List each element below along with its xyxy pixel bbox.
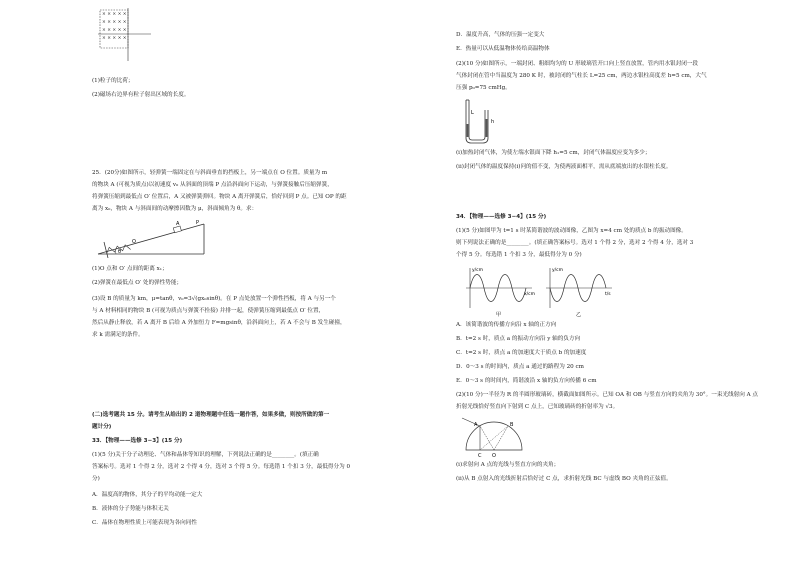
q33-2-line-3: 压强 p₀=75 cmHg。 — [456, 85, 511, 91]
svg-text:θ: θ — [118, 249, 122, 255]
q33-2-line-2: 气体封闭在管中当温度为 280 K 时，被封闭的气柱长 L=25 cm，两边水银柱高度差 h=5 cm，大气 — [456, 73, 707, 79]
u-tube-label-l — [471, 110, 474, 116]
q33-option-c: C．晶体在物理性质上可能表现为各向同性 — [92, 520, 197, 526]
q33-2-sub-i: (i)加热封闭气体，为使左端水银面下降 h₁=5 cm，封闭气体温度应变为多少； — [456, 150, 651, 156]
svg-text:B: B — [510, 422, 514, 428]
q34-option-b: B．t=2 s 时，质点 a 的振动方向沿 y 轴的负方向 — [456, 336, 581, 342]
q33-line-1: (1)(5 分)关于分子动理论、气体和晶体等知识的理解，下列说法正确的是________。(填正确 — [92, 452, 319, 458]
wave-a-caption — [496, 311, 501, 318]
wave-b-ylabel — [552, 267, 563, 273]
field-row-4: × × × × × — [102, 36, 127, 41]
q33-option-a: A．温度高的物体，其分子的平均动能一定大 — [92, 492, 203, 498]
q34-option-d: D．0～3 s 的时间内，质点 a 通过的路程为 20 cm — [456, 364, 584, 370]
q25-sub1: (1)O 点和 O′ 点间的距离 x₁； — [92, 266, 168, 272]
svg-text:O: O — [492, 453, 496, 458]
q34-option-e: E．0～3 s 的时间内，简谐波沿 x 轴的负方向传播 6 cm — [456, 378, 597, 384]
field-row-3: × × × × × — [102, 28, 127, 33]
q24-sub1: (1)粒子的比荷； — [92, 78, 134, 84]
q33-option-d: D．温度升高，气体的压强一定变大 — [456, 32, 545, 38]
q25-line-1: 25．(20分)如图所示，轻弹簧一端固定在与斜面垂直的挡板上，另一端点在 O 位置。质量为 m — [92, 170, 328, 176]
q33-title: 33．【物理——选修 3−3】(15 分) — [92, 438, 183, 444]
q25-sub3-line-1: (3)设 B 的质量为 km，μ=tanθ，v₀=3√(gx₀sinθ)。在 P 点处放置一个弹性挡板，将 A 与另一个 — [92, 296, 336, 302]
q25-line-4: 离为 x₀，物块 A 与斜面间的动摩擦因数为 μ，斜面倾角为 θ。求： — [92, 206, 258, 212]
q25-sub3-line-4: 求 k 需满足的条件。 — [92, 332, 144, 338]
incline-figure — [96, 218, 208, 258]
svg-text:y/cm: y/cm — [472, 268, 484, 273]
q24-sub2: (2)磁场右边界有粒子射出区域的长度。 — [92, 92, 190, 98]
field-row-1: × × × × × — [102, 12, 127, 17]
wave-a-xlabel — [524, 291, 535, 297]
glass-label-b — [510, 422, 514, 428]
incline-label-p — [196, 220, 199, 226]
svg-text:A: A — [176, 221, 180, 227]
svg-text:t/s: t/s — [605, 292, 611, 297]
glass-semicircle-figure — [460, 416, 530, 458]
svg-text:y/cm: y/cm — [552, 268, 564, 273]
wave-b-caption — [576, 311, 581, 318]
q34-title: 34．【物理——选修 3−4】(15 分) — [456, 214, 547, 220]
q34-2-line-1: (2)(10 分)一半径为 R 的半圆形玻璃砖，横截面如图所示。已知 OA 和 OB 与竖直方向的夹角为 30°。一束光线射向 A 点 — [456, 392, 759, 398]
q34-line-3: 个得 5 分。每选错 1 个扣 3 分，最低得分为 0 分) — [456, 252, 582, 258]
glass-label-c — [478, 453, 482, 458]
section2-instructions: (二)选考题共 15 分。请考生从给出的 2 道物理题中任选一题作答，如果多做，则按所做的第一 — [92, 412, 330, 418]
q33-2-line-1: (2)(10 分)如图所示，一端封闭、粗细均匀的 U 形玻璃管开口向上竖直放置，管内用水银封闭一段 — [456, 61, 699, 67]
incline-label-theta — [118, 249, 121, 255]
svg-text:h: h — [491, 119, 495, 125]
svg-text:甲: 甲 — [496, 312, 502, 318]
svg-text:C: C — [478, 453, 482, 458]
q34-option-c: C．t=2 s 时，质点 a 的加速度大于质点 b 的加速度 — [456, 350, 587, 356]
wave-a-ylabel — [472, 267, 483, 273]
q33-option-b: B．液体的分子势能与体积无关 — [92, 506, 169, 512]
q25-line-3: 将弹簧压缩到最低点 O′ 位置后，A 又被弹簧弹回。物块 A 离开弹簧后，恰好回到 P 点。已知 OP 的距 — [92, 194, 347, 200]
field-row-2: × × × × × — [102, 20, 127, 25]
q33-2-sub-ii: (ii)封闭气体的温度保持(i)问的值不变，为使两液面相平，需从底端放出的水银柱长度。 — [456, 164, 672, 170]
section2-instructions-cont: 题计分) — [92, 424, 112, 430]
glass-label-a — [474, 422, 478, 428]
q34-2-line-2: 折射光线恰好竖直向下射到 C 点上，已知玻璃砖的折射率为 √3。 — [456, 404, 619, 410]
q34-line-1: (1)(5 分)如图甲为 t=1 s 时某简谐波的波动图像，乙图为 x=4 cm 处的质点 b 的振动图像。 — [456, 228, 687, 234]
wave-figures — [460, 264, 620, 318]
q25-sub3-line-3: 然后从静止释放，若 A 离开 B 后给 A 外加恒力 F=mgsinθ，沿斜面向上，若 A 不会与 B 发生碰撞， — [92, 320, 346, 326]
incline-label-a — [176, 221, 180, 227]
q33-line-2: 答案标号。选对 1 个得 2 分，选对 2 个得 4 分，选对 3 个得 5 分。每选错 1 个扣 3 分，最低得分为 0 — [92, 464, 351, 470]
q33-option-e: E．热量可以从低温物体传给高温物体 — [456, 46, 550, 52]
u-tube-label-h — [491, 119, 494, 125]
q34-2-sub-ii: (ii)从 B 点射入的光线折射后恰好过 C 点，求折射光线 BC 与虚线 BO 夹角的正弦值。 — [456, 476, 672, 482]
glass-label-o — [492, 453, 496, 458]
wave-b-xlabel — [605, 291, 611, 297]
q34-option-a: A．该简谐波的传播方向沿 x 轴的正方向 — [456, 322, 557, 328]
q25-line-2: 的物块 A (可视为质点)以初速度 v₀ 从斜面的顶端 P 点沿斜面向下运动，与弹簧接触后压缩弹簧， — [92, 182, 333, 188]
q34-line-2: 则下列说法正确的是________。(填正确答案标号。选对 1 个得 2 分，选对 2 个得 4 分，选对 3 — [456, 240, 694, 246]
q25-sub3-line-2: 与 A 材料相同的物块 B (可视为质点与弹簧不拴接) 并排一起，使弹簧压缩到最低点 O′ 位置， — [92, 308, 325, 314]
incline-label-o — [132, 239, 136, 245]
u-tube-figure — [460, 96, 500, 146]
svg-text:乙: 乙 — [576, 312, 582, 318]
q33-line-3: 分) — [92, 476, 100, 482]
svg-text:x/cm: x/cm — [524, 292, 536, 297]
q34-2-sub-i: (i)求射向 A 点的光线与竖直方向的夹角； — [456, 462, 560, 468]
svg-text:O: O — [132, 239, 136, 245]
q25-sub2: (2)弹簧在最低点 O′ 处的弹性势能； — [92, 280, 183, 286]
svg-text:A: A — [474, 422, 478, 428]
svg-text:L: L — [471, 110, 474, 116]
svg-text:P: P — [196, 220, 200, 226]
